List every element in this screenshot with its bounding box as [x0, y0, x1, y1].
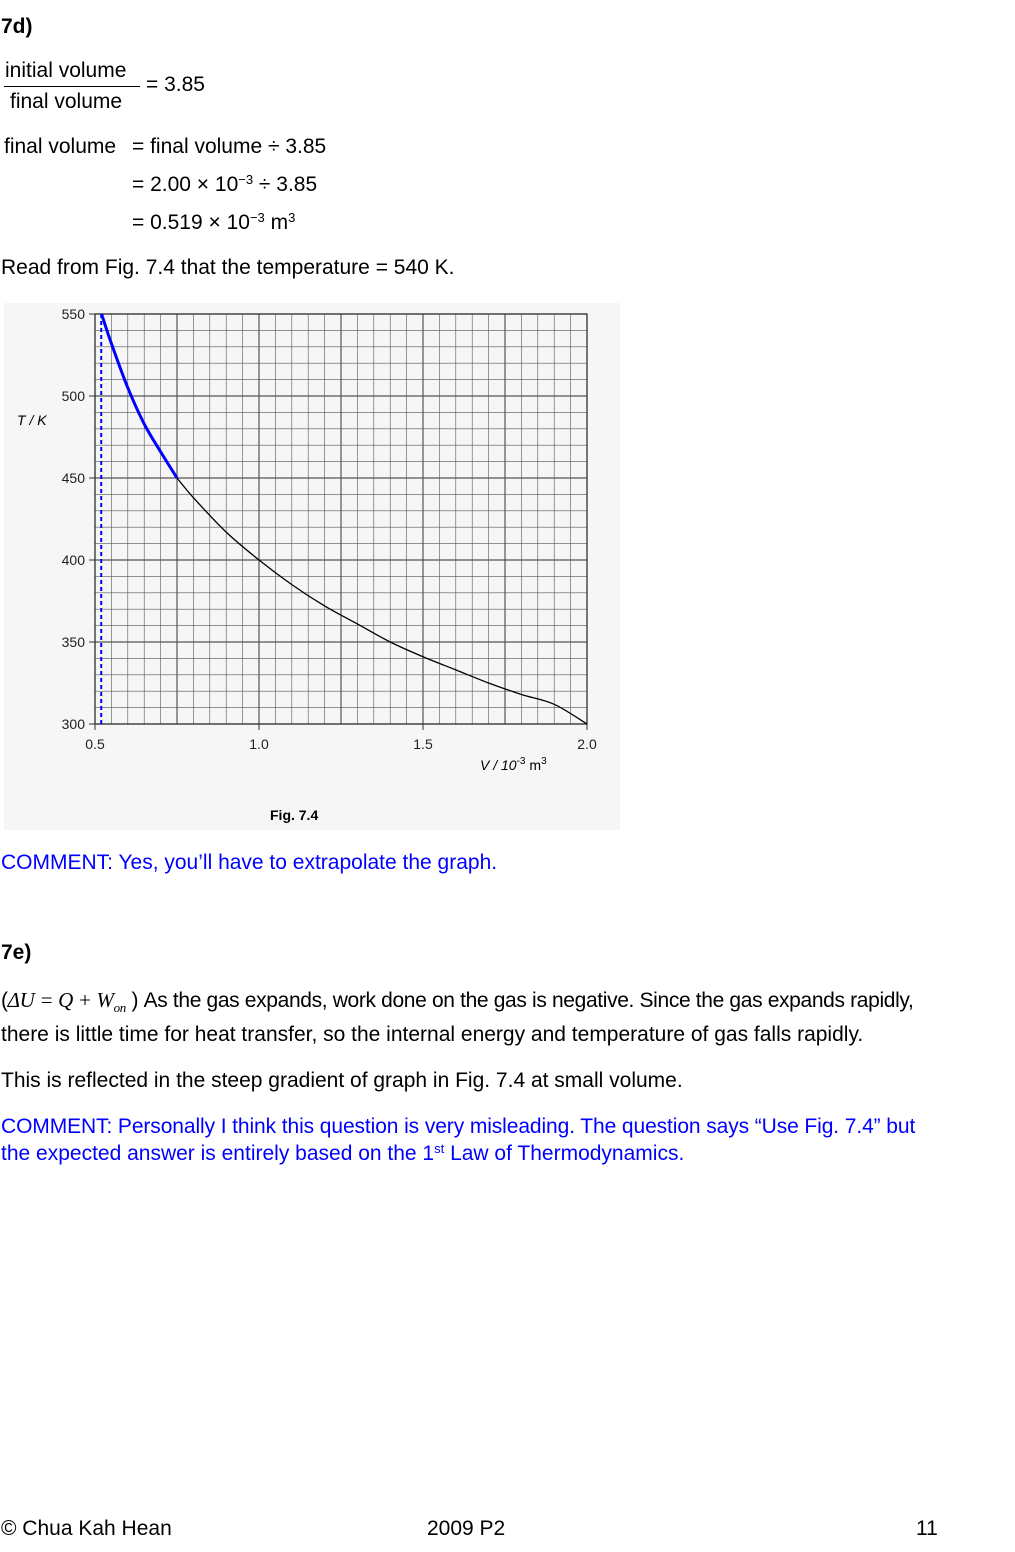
comment-misleading-line2: the expected answer is entirely based on the 1st Law of Thermodynamics.	[1, 1141, 685, 1165]
derivation-lhs: final volume	[4, 135, 117, 158]
paragraph-gradient: This is reflected in the steep gradient of graph in Fig. 7.4 at small volume.	[1, 1069, 683, 1092]
y-tick-label: 550	[61, 306, 85, 322]
section-heading-7e: 7e)	[1, 941, 32, 964]
fraction-bar	[4, 86, 140, 87]
y-tick-label: 450	[61, 470, 85, 486]
derivation-line-1: = final volume ÷ 3.85	[132, 135, 327, 158]
first-law-equation: $\Delta U = Q + W_{on}$	[7, 988, 126, 1015]
comment-extrapolate: COMMENT: Yes, you’ll have to extrapolate the graph.	[1, 851, 498, 874]
footer-paper: 2009 P2	[427, 1517, 506, 1540]
figure-7-4	[4, 303, 620, 830]
fraction-result: = 3.85	[146, 73, 205, 96]
x-tick-label: 2.0	[577, 736, 597, 752]
x-axis-label: V / $10^{-3}$ $m^3$	[480, 756, 547, 773]
read-statement: Read from Fig. 7.4 that the temperature = 540 K.	[1, 256, 455, 279]
derivation-line-3: = $0.519 \times 10^{-3}$ $m^3$	[132, 210, 296, 234]
data-curve	[177, 478, 587, 724]
x-tick-label: 1.0	[249, 736, 269, 752]
fraction-numerator: initial volume	[5, 59, 127, 82]
derivation-line-2: = $2.00 \times 10^{-3} \div 3.85$	[132, 172, 318, 196]
y-tick-label: 350	[61, 634, 85, 650]
section-heading-7d: 7d)	[1, 15, 33, 38]
y-tick-label: 300	[61, 716, 85, 732]
paragraph-7e-line2: there is little time for heat transfer, so the internal energy and temperature of gas falls rapidly.	[1, 1023, 864, 1046]
paragraph-7e-line1: ($\Delta U = Q + W_{on}$ ) As the gas expands, work done on the gas is negative. Since the gas expands rapidly,	[1, 988, 914, 1015]
y-tick-label: 400	[61, 552, 85, 568]
x-tick-label: 0.5	[85, 736, 105, 752]
y-tick-label: 500	[61, 388, 85, 404]
temperature-volume-chart	[4, 303, 620, 830]
footer-page-number: 11	[916, 1517, 938, 1540]
figure-caption: Fig. 7.4	[270, 807, 319, 823]
footer-author: © Chua Kah Hean	[1, 1517, 172, 1540]
y-axis-label: T / K	[17, 412, 47, 428]
comment-misleading-line1: COMMENT: Personally I think this question is very misleading. The question says “Use Fig. 7.4” but	[1, 1115, 916, 1138]
fraction-denominator: final volume	[10, 90, 123, 113]
x-tick-label: 1.5	[413, 736, 433, 752]
